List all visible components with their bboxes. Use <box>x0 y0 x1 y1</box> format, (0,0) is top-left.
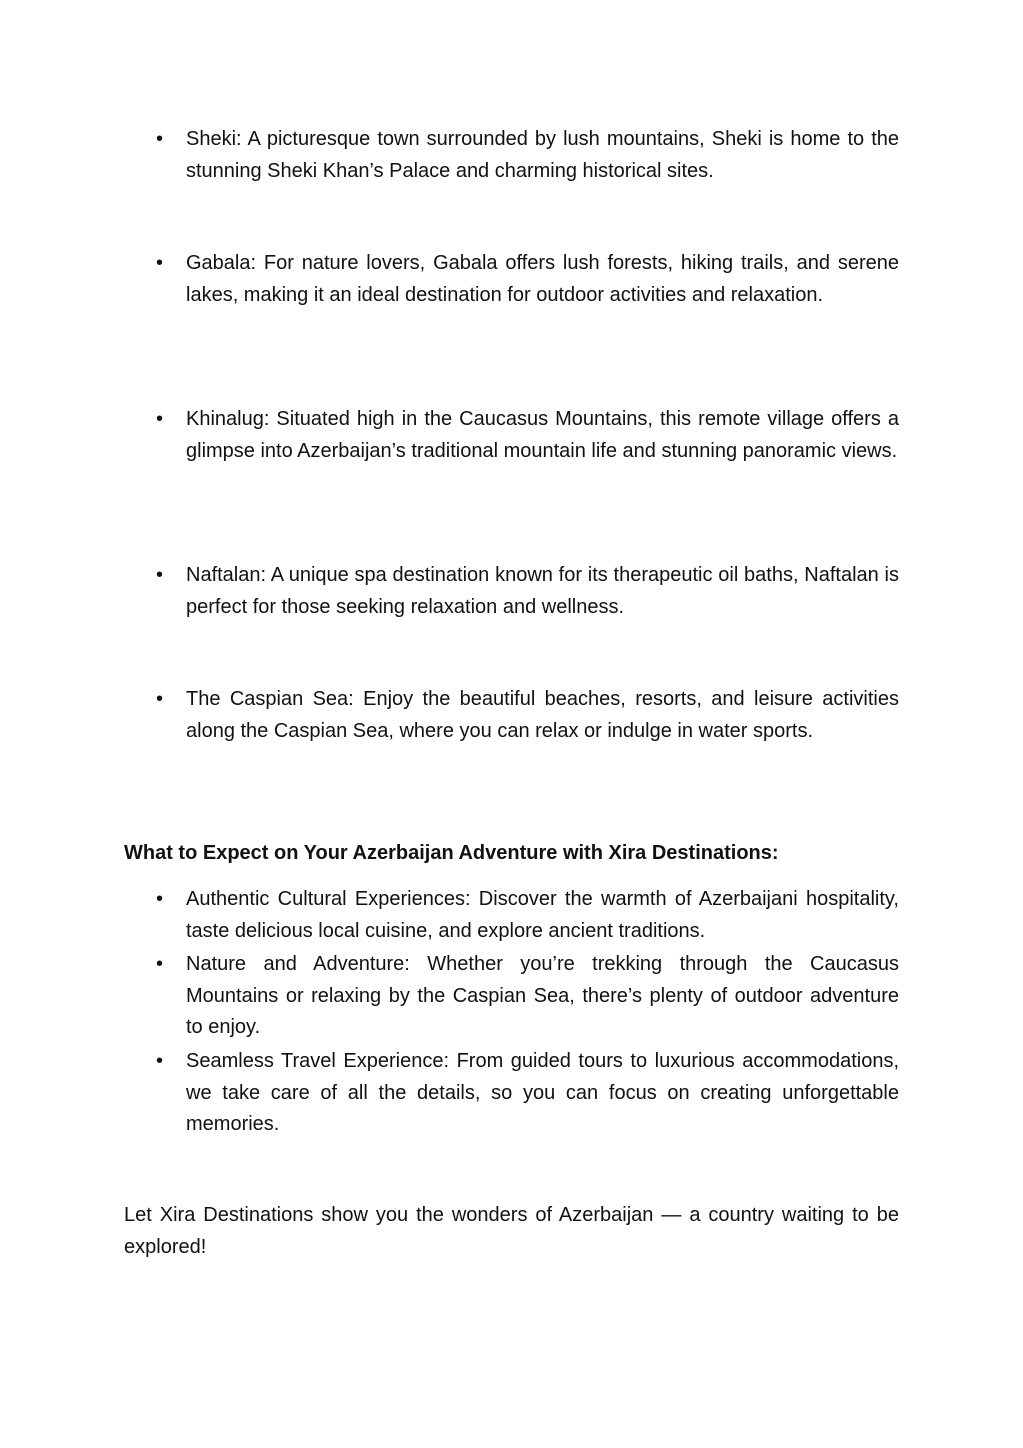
destination-gabala: Gabala: For nature lovers, Gabala offers lush forests, hiking trails, and serene lakes, making it an ideal destination for outdoor activities and relaxation. <box>186 252 899 306</box>
bullet: • <box>156 128 164 150</box>
list-item <box>124 684 899 747</box>
list-item <box>124 560 899 623</box>
list-item <box>124 124 899 187</box>
bullet: • <box>156 953 164 975</box>
section-heading: What to Expect on Your Azerbaijan Adventure with Xira Destinations: <box>124 842 779 864</box>
bullet: • <box>156 688 164 710</box>
list-item <box>124 404 899 467</box>
expectation-cultural: Authentic Cultural Experiences: Discover the warmth of Azerbaijani hospitality, taste delicious local cuisine, and explore ancient traditions. <box>186 888 899 942</box>
closing-paragraph: Let Xira Destinations show you the wonders of Azerbaijan — a country waiting to be explored! <box>124 1204 899 1258</box>
list-item <box>124 949 899 1044</box>
bullet: • <box>156 888 164 910</box>
bullet: • <box>156 564 164 586</box>
bullet: • <box>156 408 164 430</box>
bullet: • <box>156 1050 164 1072</box>
bullet: • <box>156 252 164 274</box>
list-item <box>124 1046 899 1141</box>
destination-sheki: Sheki: A picturesque town surrounded by lush mountains, Sheki is home to the stunning Sheki Khan’s Palace and charming historical sites. <box>186 128 899 182</box>
list-item <box>124 248 899 311</box>
destination-khinalug: Khinalug: Situated high in the Caucasus Mountains, this remote village offers a glimpse into Azerbaijan’s traditional mountain life and stunning panoramic views. <box>186 408 899 462</box>
destination-caspian-sea: The Caspian Sea: Enjoy the beautiful beaches, resorts, and leisure activities along the Caspian Sea, where you can relax or indulge in water sports. <box>186 688 899 742</box>
destination-naftalan: Naftalan: A unique spa destination known for its therapeutic oil baths, Naftalan is perfect for those seeking relaxation and wellness. <box>186 564 899 618</box>
list-item <box>124 884 899 947</box>
expectation-travel: Seamless Travel Experience: From guided tours to luxurious accommodations, we take care of all the details, so you can focus on creating unforgettable memories. <box>186 1050 899 1135</box>
expectation-nature: Nature and Adventure: Whether you’re trekking through the Caucasus Mountains or relaxing by the Caspian Sea, there’s plenty of outdoor adventure to enjoy. <box>186 953 899 1038</box>
